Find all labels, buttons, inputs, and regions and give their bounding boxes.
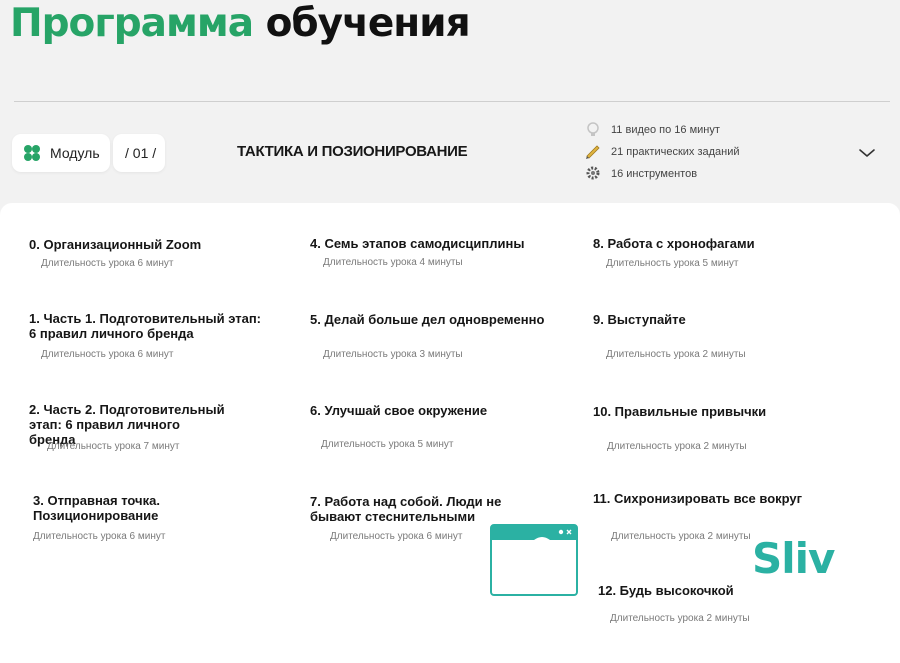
list-item[interactable]	[33, 493, 183, 542]
lesson-title: 11. Сихронизировать все вокруг	[593, 491, 803, 506]
lesson-title: 2. Часть 2. Подготовительный этап: 6 правил личного бренда	[29, 402, 225, 447]
lesson-duration: Длительность урока 5 минут	[321, 439, 454, 450]
chevron-down-icon[interactable]	[858, 146, 876, 158]
header-divider	[14, 101, 890, 102]
lesson-title: 7. Работа над собой. Люди не бывают стеснительными	[310, 494, 502, 524]
lesson-duration: Длительность урока 4 минуты	[323, 257, 463, 268]
module-badge	[12, 134, 110, 172]
page-title-rest: обучения	[265, 1, 470, 46]
module-label: Модуль	[50, 145, 100, 161]
list-item[interactable]	[593, 404, 863, 452]
module-number: / 01 /	[125, 145, 157, 161]
browser-window-icon	[490, 524, 578, 596]
list-item[interactable]	[310, 236, 580, 268]
lightbulb-icon	[585, 122, 601, 138]
module-title[interactable]: ТАКТИКА И ПОЗИОНИРОВАНИЕ	[237, 143, 468, 160]
list-item[interactable]	[29, 402, 229, 452]
lesson-title: 1. Часть 1. Подготовительный этап: 6 правил личного бренда	[29, 311, 262, 341]
stat-text: 21 практических заданий	[611, 146, 740, 158]
list-item[interactable]	[29, 311, 269, 360]
lesson-title: 9. Выступайте	[593, 312, 686, 327]
pencil-icon	[585, 144, 601, 160]
lesson-duration: Длительность урока 2 минуты	[606, 349, 746, 360]
lesson-duration: Длительность урока 2 минуты	[607, 441, 747, 452]
lesson-duration: Длительность урока 6 минут	[41, 258, 174, 269]
lesson-duration: Длительность урока 7 минут	[47, 441, 180, 452]
stat-text: 11 видео по 16 минут	[611, 124, 720, 136]
page-title	[10, 0, 470, 48]
lesson-duration: Длительность урока 6 минут	[330, 531, 463, 542]
stat-text: 16 инструментов	[611, 168, 698, 180]
list-item[interactable]	[593, 491, 863, 542]
lesson-title: 5. Делай больше дел одновременно	[310, 312, 545, 327]
module-number-badge	[113, 134, 165, 172]
lesson-duration: Длительность урока 2 минуты	[611, 531, 751, 542]
list-item[interactable]	[310, 403, 580, 450]
list-item[interactable]	[598, 583, 868, 624]
list-item[interactable]	[593, 312, 863, 360]
list-item[interactable]	[310, 312, 580, 360]
lesson-title: 4. Семь этапов самодисциплины	[310, 236, 525, 251]
clover-icon	[24, 145, 40, 161]
lesson-title: 3. Отправная точка. Позиционирование	[33, 493, 160, 523]
lesson-duration: Длительность урока 2 минуты	[610, 613, 750, 624]
watermark-logo: Sliv	[752, 534, 835, 583]
lesson-title: 0. Организационный Zoom	[29, 237, 202, 252]
lesson-title: 10. Правильные привычки	[593, 404, 767, 419]
lesson-duration: Длительность урока 6 минут	[33, 531, 166, 542]
list-item[interactable]	[29, 237, 299, 269]
lesson-duration: Длительность урока 5 минут	[606, 258, 739, 269]
lesson-duration: Длительность урока 6 минут	[41, 349, 174, 360]
gear-icon	[585, 166, 601, 182]
lesson-title: 6. Улучшай свое окружение	[310, 403, 488, 418]
list-item[interactable]	[310, 494, 550, 542]
lesson-duration: Длительность урока 3 минуты	[323, 349, 463, 360]
lesson-title: 8. Работа с хронофагами	[593, 236, 755, 251]
list-item[interactable]	[593, 236, 863, 269]
lesson-title: 12. Будь высокочкой	[598, 583, 734, 598]
page-title-accent: Программа	[10, 1, 254, 46]
